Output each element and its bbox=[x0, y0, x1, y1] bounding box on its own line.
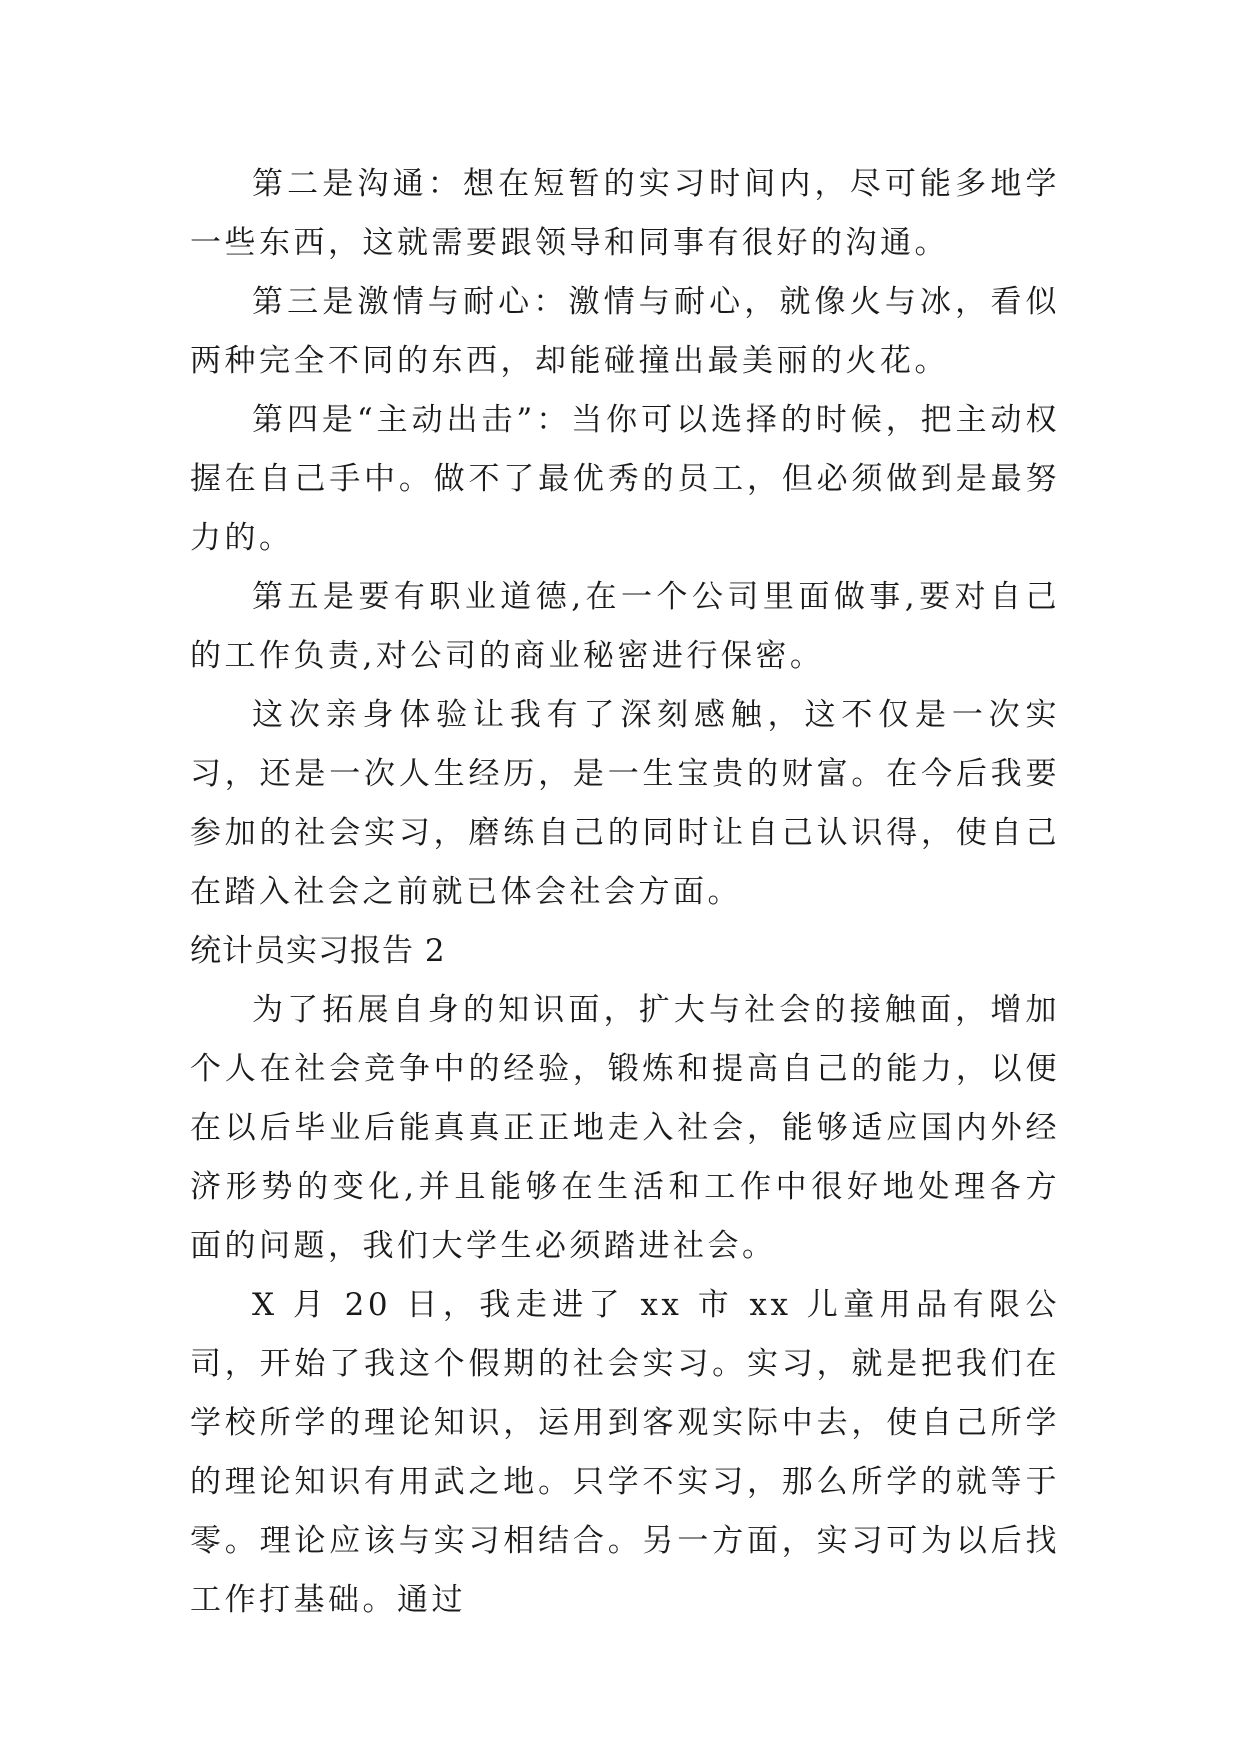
paragraph-internship-start: X 月 20 日，我走进了 xx 市 xx 儿童用品有限公司，开始了我这个假期的社会实习。实习，就是把我们在学校所学的理论知识，运用到客观实际中去，使自己所学的理论知识有用武之地。只学不实习，那么所学的就等于零。理论应该与实习相结合。另一方面，实习可为以后找工作打基础。通过 bbox=[190, 1287, 1060, 1618]
paragraph-passion-patience: 第三是激情与耐心：激情与耐心，就像火与冰，看似两种完全不同的东西，却能碰撞出最美丽的火花。 bbox=[190, 284, 1060, 379]
paragraph-experience-summary: 这次亲身体验让我有了深刻感触，这不仅是一次实习，还是一次人生经历，是一生宝贵的财富。在今后我要参加的社会实习，磨练自己的同时让自己认识得，使自己在踏入社会之前就已体会社会方面。 bbox=[190, 697, 1060, 910]
paragraph-communication: 第二是沟通：想在短暂的实习时间内，尽可能多地学一些东西，这就需要跟领导和同事有很好的沟通。 bbox=[190, 166, 1060, 261]
paragraph-purpose: 为了拓展自身的知识面，扩大与社会的接触面，增加个人在社会竞争中的经验，锻炼和提高自己的能力，以便在以后毕业后能真真正正地走入社会，能够适应国内外经济形势的变化,并且能够在生活和工作中很好地处理各方面的问题，我们大学生必须踏进社会。 bbox=[190, 992, 1060, 1264]
paragraph-take-initiative: 第四是“主动出击”：当你可以选择的时候，把主动权握在自己手中。做不了最优秀的员工，但必须做到是最努力的。 bbox=[190, 402, 1060, 556]
paragraph-professional-ethics: 第五是要有职业道德,在一个公司里面做事,要对自己的工作负责,对公司的商业秘密进行保密。 bbox=[190, 579, 1060, 674]
document-body bbox=[190, 155, 1060, 1630]
section-heading: 统计员实习报告 2 bbox=[190, 933, 446, 969]
